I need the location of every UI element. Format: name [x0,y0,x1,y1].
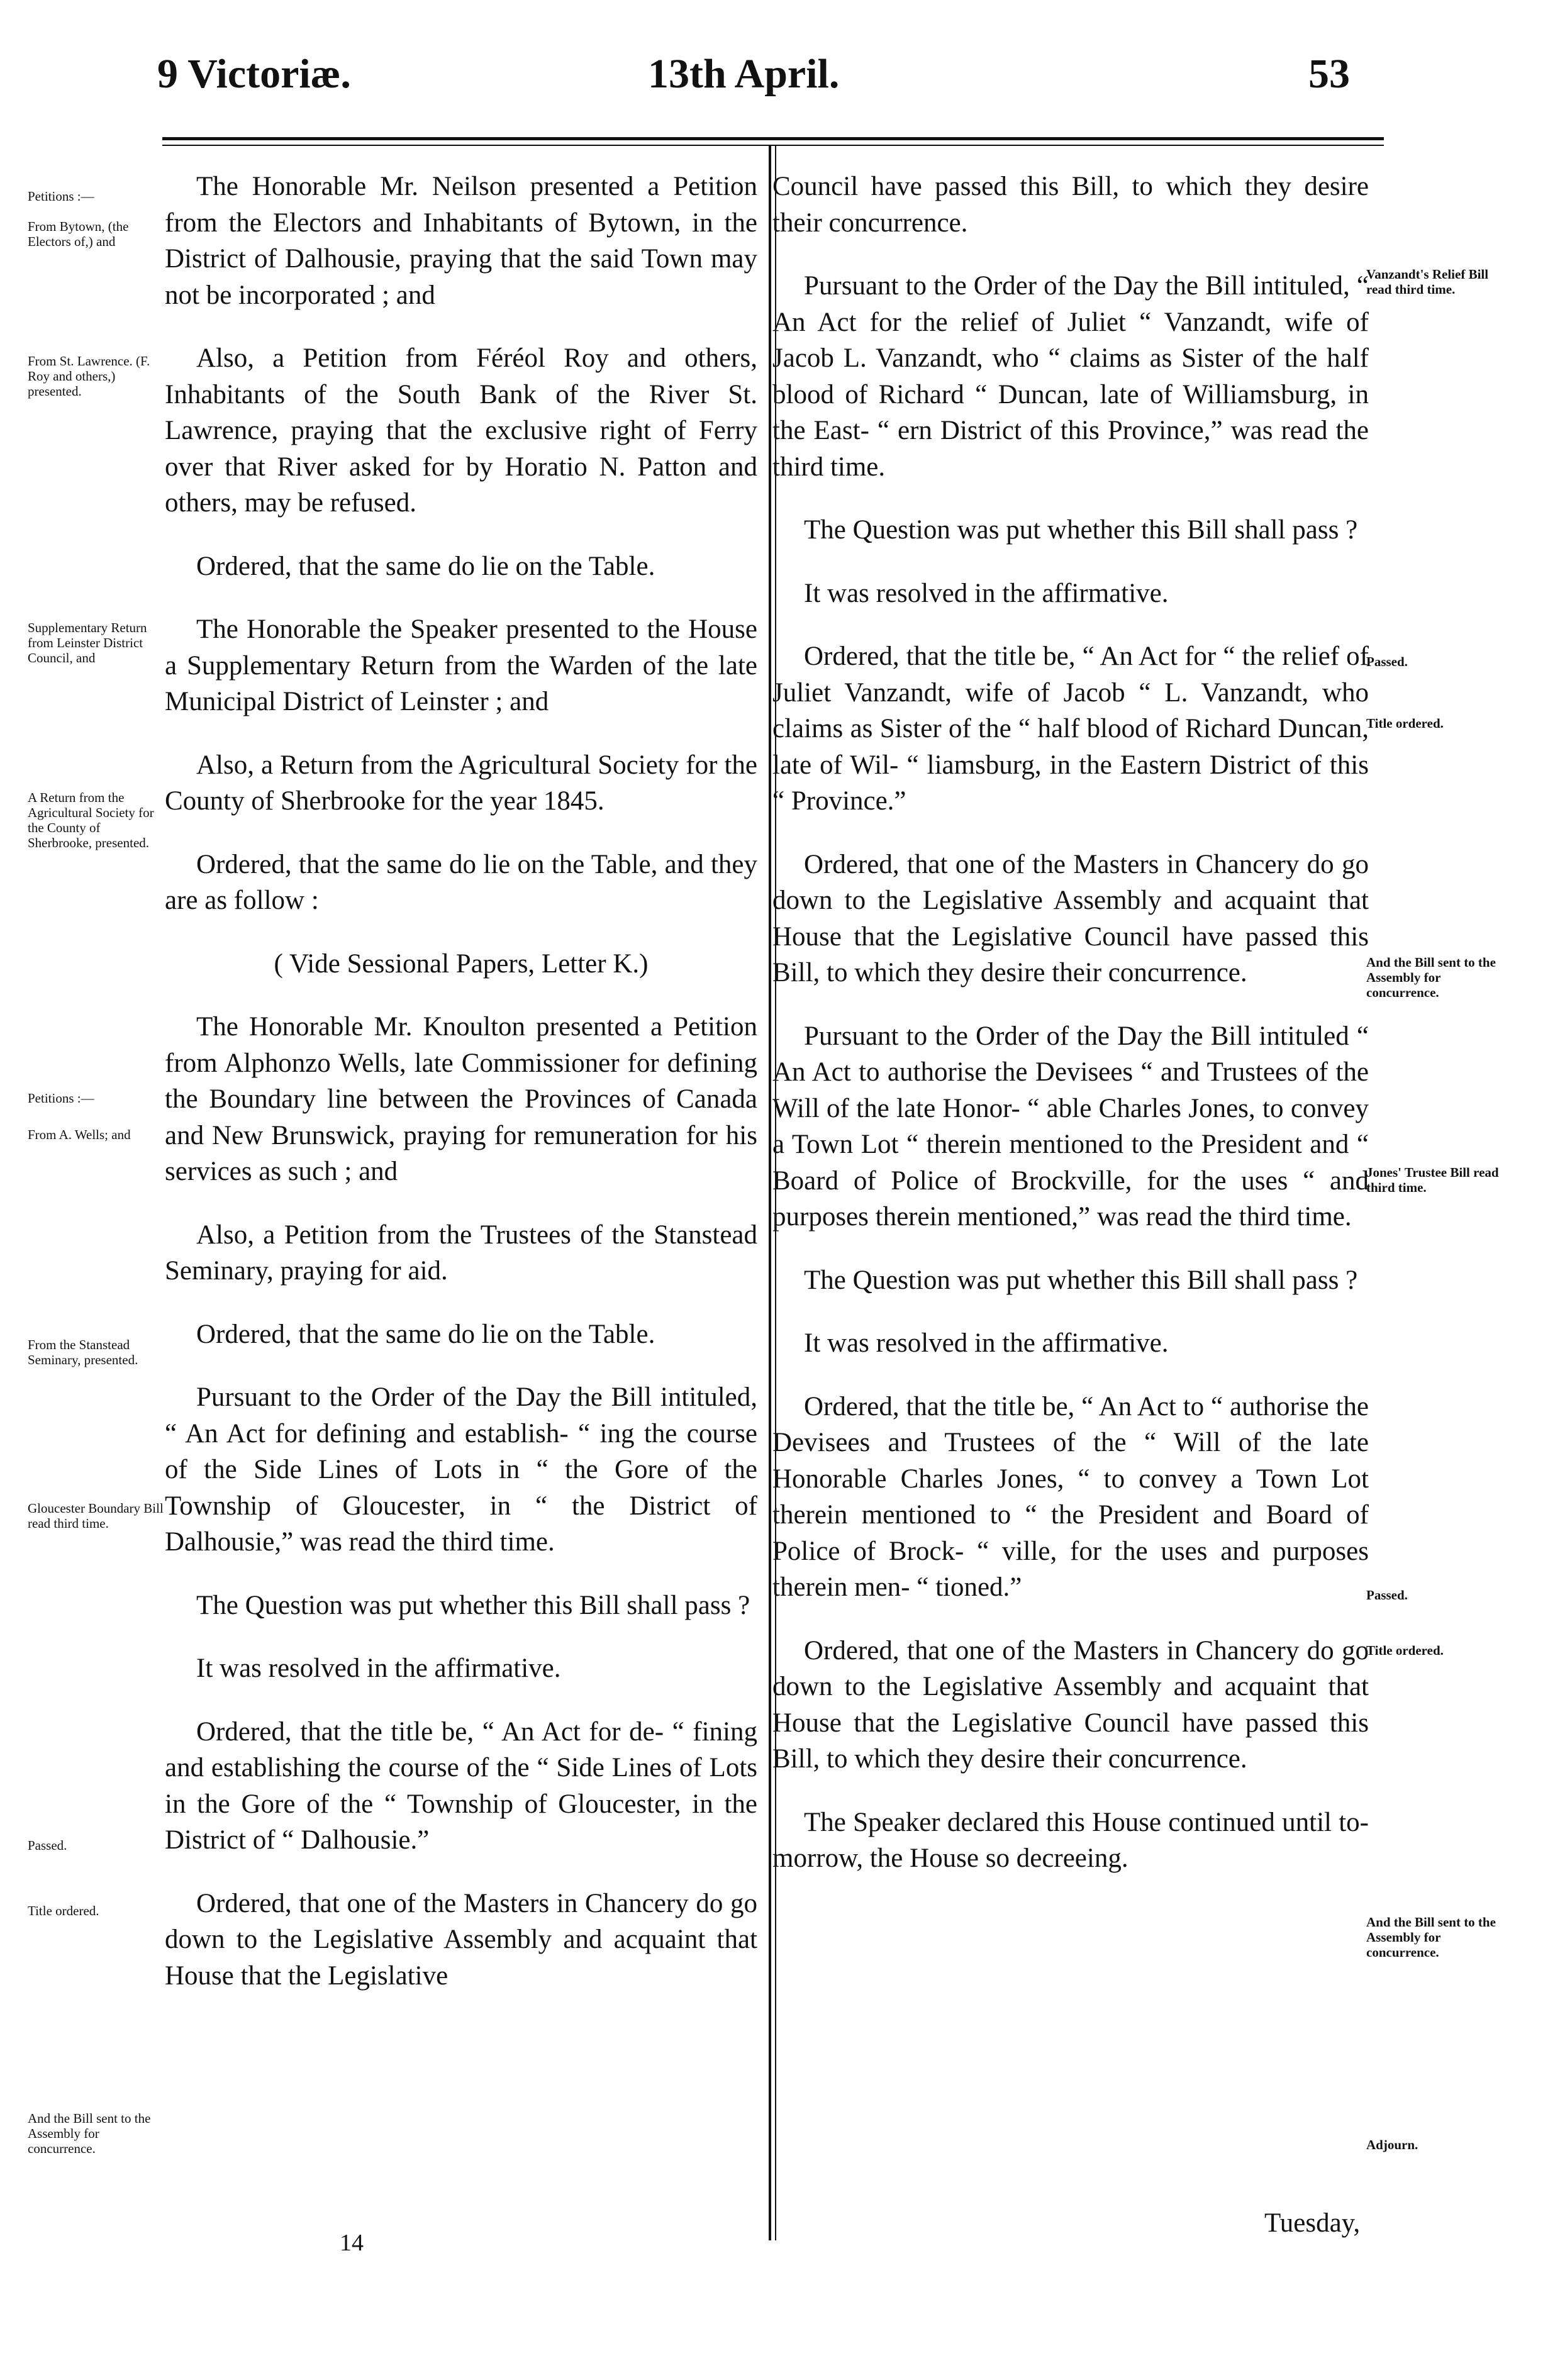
paragraph: The Honorable Mr. Knoulton presented a Petition from Alphonzo Wells, late Commissioner for defining the Boundary line between the Provinces of Canada and New Brunswick, praying for remuneration for his services as such ; and [165,1012,757,1186]
margin-note: From A. Wells; and [28,1127,131,1142]
margin-note: And the Bill sent to the Assembly for concurrence. [1366,955,1496,1000]
margin-note: Adjourn. [1366,2137,1418,2152]
margin-note: And the Bill sent to the Assembly for concurrence. [28,2111,151,2156]
margin-note: Passed. [1366,654,1408,669]
margin-note: From St. Lawrence. (F. Roy and others,) presented. [28,353,150,399]
margin-note: Petitions :— [28,1091,94,1106]
margin-note: Supplementary Return from Leinster District Council, and [28,620,147,665]
margin-note: And the Bill sent to the Assembly for concurrence. [1366,1915,1496,1960]
regnal-year: 9 Victoriæ. [157,51,351,97]
paragraph: Also, a Return from the Agricultural Society for the County of Sherbrooke for the year 1845. [165,750,757,816]
paragraph: It was resolved in the affirmative. [804,1328,1169,1358]
paragraph: Ordered, that one of the Masters in Chancery do go down to the Legislative Assembly and acquaint that House that the Legislative [165,1888,757,1991]
paragraph: The Honorable Mr. Neilson presented a Petition from the Electors and Inhabitants of Bytown, in the District of Dalhousie, praying that the said Town may not be incorporated ; and [165,172,757,310]
paragraph: Pursuant to the Order of the Day the Bill intituled, “ An Act for defining and establish- “ ing the course of the Side Lines of Lots in “ the Gore of the Township of Gloucester, in “ the District of Dalhousie,” was read the third time. [165,1382,757,1557]
paragraph: Council have passed this Bill, to which they desire their concurrence. [772,172,1369,238]
paragraph: It was resolved in the affirmative. [196,1654,561,1683]
paragraph: Ordered, that the title be, “ An Act for “ the relief of Juliet Vanzandt, wife of Jacob “ L. Vanzandt, who claims as Sister of the “ half blood of Richard Duncan, late of Wil- “ liamsburg, in the Eastern District of this “ Province.” [772,642,1369,816]
right-column [772,169,1369,1904]
paragraph: Ordered, that the same do lie on the Table. [196,551,655,581]
paragraph: Ordered, that one of the Masters in Chancery do go down to the Legislative Assembly and acquaint that House that the Legislative Council have passed this Bill, to which they desire their concurrence. [772,849,1369,987]
paragraph: Ordered, that the title be, “ An Act to “ authorise the Devisees and Trustees of the “ Will of the late Honorable Charles Jones, “ to convey a Town Lot therein mentioned to “ the President and Board of Police of Brock- “ ville, for the uses and purposes therein men- “ tioned.” [772,1391,1369,1602]
paragraph: Ordered, that the same do lie on the Table. [196,1319,655,1349]
margin-note: Passed. [28,1838,67,1853]
margin-note: From Bytown, (the Electors of,) and [28,219,129,249]
paragraph: Also, a Petition from the Trustees of the Stanstead Seminary, praying for aid. [165,1220,757,1286]
margin-note: A Return from the Agricultural Society for the County of Sherbrooke, presented. [28,790,154,850]
header-rule-thin [162,145,1384,146]
margin-note: Vanzandt's Relief Bill read third time. [1366,267,1489,297]
paragraph: Also, a Petition from Féréol Roy and others, Inhabitants of the South Bank of the River St. Lawrence, praying that the exclusive right of Ferry over that River asked for by Horatio N. Patton and others, may be refused. [165,343,757,518]
margin-note: Petitions :— [28,189,94,204]
page-date: 13th April. [648,51,840,97]
paragraph: The Question was put whether this Bill shall pass ? [804,515,1358,545]
paragraph: Pursuant to the Order of the Day the Bill intituled, “ An Act for the relief of Juliet “ Vanzandt, wife of Jacob L. Vanzandt, who “ claims as Sister of the half blood of Richard “ Duncan, late of Williamsburg, in the East- “ ern District of this Province,” was read the third time. [772,271,1369,482]
column-divider [769,146,771,2240]
paragraph: It was resolved in the affirmative. [804,578,1169,608]
page-header [0,50,1560,120]
paragraph: The Question was put whether this Bill shall pass ? [804,1265,1358,1295]
margin-note: Title ordered. [1366,1643,1444,1658]
margin-note: From the Stanstead Seminary, presented. [28,1337,138,1367]
reference-line: ( Vide Sessional Papers, Letter K.) [274,948,649,979]
paragraph: The Question was put whether this Bill shall pass ? [196,1590,750,1620]
paragraph: Ordered, that the same do lie on the Table, and they are as follow : [165,849,757,915]
margin-note: Gloucester Boundary Bill read third time. [28,1501,164,1531]
signature-mark: 14 [340,2230,364,2256]
paragraph: The Speaker declared this House continued until to-morrow, the House so decreeing. [772,1807,1369,1873]
catchword: Tuesday, [1264,2208,1361,2238]
paragraph: Ordered, that one of the Masters in Chancery do go down to the Legislative Assembly and acquaint that House that the Legislative Council have passed this Bill, to which they desire their concurrence. [772,1635,1369,1774]
left-column [165,169,757,2021]
margin-note: Title ordered. [1366,716,1444,731]
page-number: 53 [1308,51,1350,97]
paragraph: Ordered, that the title be, “ An Act for de- “ fining and establishing the course of the “ Side Lines of Lots in the Gore of the “ Township of Gloucester, in the District of “ Dalhousie.” [165,1716,757,1855]
margin-note: Passed. [1366,1588,1408,1603]
paragraph: The Honorable the Speaker presented to the House a Supplementary Return from the Warden of the late Municipal District of Leinster ; and [165,614,757,716]
header-rule [162,137,1384,140]
margin-note: Jones' Trustee Bill read third time. [1366,1165,1499,1195]
paragraph: Pursuant to the Order of the Day the Bill intituled “ An Act to authorise the Devisees “ and Trustees of the Will of the late Honor- “ able Charles Jones, to convey a Town Lot “ therein mentioned to the President and “ Board of Police of Brockville, for the uses “ and purposes therein mentioned,” was read the third time. [772,1021,1369,1232]
margin-note: Title ordered. [28,1903,99,1918]
